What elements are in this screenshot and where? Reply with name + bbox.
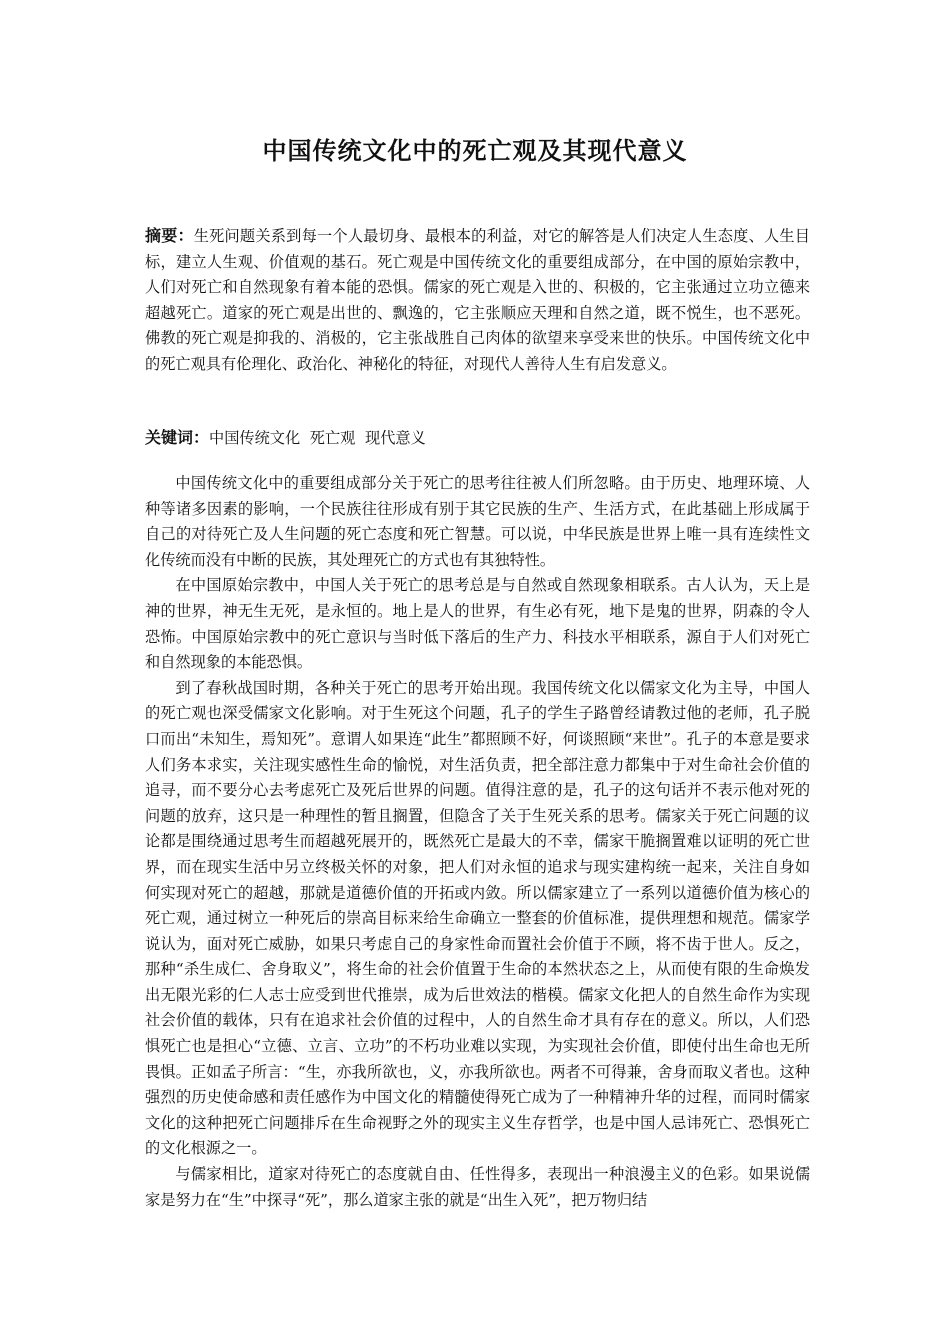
keywords-text: 中国传统文化 死亡观 现代意义: [209, 429, 426, 447]
keywords-label: 关键词：: [145, 428, 210, 447]
body-paragraph-4: 与儒家相比，道家对待死亡的态度就自由、任性得多，表现出一种浪漫主义的色彩。如果说儒家是努力在“生”中探寻“死”，那么道家主张的就是“出生入死”，把万物归结: [145, 1165, 810, 1209]
body-paragraph-2: 在中国原始宗教中，中国人关于死亡的思考总是与自然或自然现象相联系。古人认为，天上是神的世界，神无生无死，是永恒的。地上是人的世界，有生必有死，地下是鬼的世界，阴森的令人恐怖。中国原始宗教中的死亡意识与当时低下落后的生产力、科技水平相联系，源自于人们对死亡和自然现象的本能恐惧。: [145, 576, 810, 672]
abstract-label: 摘要：: [145, 226, 194, 245]
keywords-section: [145, 425, 810, 452]
body-text: [145, 471, 810, 1213]
abstract-section: [145, 223, 810, 378]
abstract-text: 生死问题关系到每一个人最切身、最根本的利益，对它的解答是人们决定人生态度、人生目标，建立人生观、价值观的基石。死亡观是中国传统文化的重要组成部分，在中国的原始宗教中，人们对死亡和自然现象有着本能的恐惧。儒家的死亡观是入世的、积极的，它主张通过立功立德来超越死亡。道家的死亡观是出世的、飘逸的，它主张顺应天理和自然之道，既不悦生，也不恶死。佛教的死亡观是抑我的、消极的，它主张战胜自己肉体的欲望来享受来世的快乐。中国传统文化中的死亡观具有伦理化、政治化、神秘化的特征，对现代人善待人生有启发意义。: [145, 227, 810, 373]
body-paragraph-3: 到了春秋战国时期，各种关于死亡的思考开始出现。我国传统文化以儒家文化为主导，中国人的死亡观也深受儒家文化影响。对于生死这个问题，孔子的学生子路曾经请教过他的老师，孔子脱口而出“未知生，焉知死”。意谓人如果连“此生”都照顾不好，何谈照顾“来世”。孔子的本意是要求人们务本求实，关注现实感性生命的愉悦，对生活负责，把全部注意力都集中于对生命社会价值的追寻，而不要分心去考虑死亡及死后世界的问题。值得注意的是，孔子的这句话并不表示他对死的问题的放弃，这只是一种理性的暂且搁置，但隐含了关于生死关系的思考。儒家关于死亡问题的议论都是围绕通过思考生而超越死展开的，既然死亡是最大的不幸，儒家干脆搁置难以证明的死亡世界，而在现实生活中另立终极关怀的对象，把人们对永恒的追求与现实建构统一起来，关注自身如何实现对死亡的超越，那就是道德价值的开拓或内敛。所以儒家建立了一系列以道德价值为核心的死亡观，通过树立一种死后的崇高目标来给生命确立一整套的价值标准，提供理想和规范。儒家学说认为，面对死亡威胁，如果只考虑自己的身家性命而置社会价值于不顾，将不齿于世人。反之，那种“杀生成仁、舍身取义”，将生命的社会价值置于生命的本然状态之上，从而使有限的生命焕发出无限光彩的仁人志士应受到世代推崇，成为后世效法的楷模。儒家文化把人的自然生命作为实现社会价值的载体，只有在追求社会价值的过程中，人的自然生命才具有存在的意义。所以，人们恐惧死亡也是担心“立德、立言、立功”的不朽功业难以实现，为实现社会价值，即使付出生命也无所畏惧。正如孟子所言：“生，亦我所欲也，义，亦我所欲也。两者不可得兼，舍身而取义者也。这种强烈的历史使命感和责任感作为中国文化的精髓使得死亡成为了一种精神升华的过程，而同时儒家文化的这种把死亡问题排斥在生命视野之外的现实主义生存哲学，也是中国人忌讳死亡、恐惧死亡的文化根源之一。: [145, 678, 810, 1158]
document-title: 中国传统文化中的死亡观及其现代意义: [262, 137, 688, 165]
body-paragraph-1: 中国传统文化中的重要组成部分关于死亡的思考往往被人们所忽略。由于历史、地理环境、人种等诸多因素的影响，一个民族往往形成有别于其它民族的生产、生活方式，在此基础上形成属于自己的对待死亡及人生问题的死亡态度和死亡智慧。可以说，中华民族是世界上唯一具有连续性文化传统而没有中断的民族，其处理死亡的方式也有其独特性。: [145, 474, 810, 569]
